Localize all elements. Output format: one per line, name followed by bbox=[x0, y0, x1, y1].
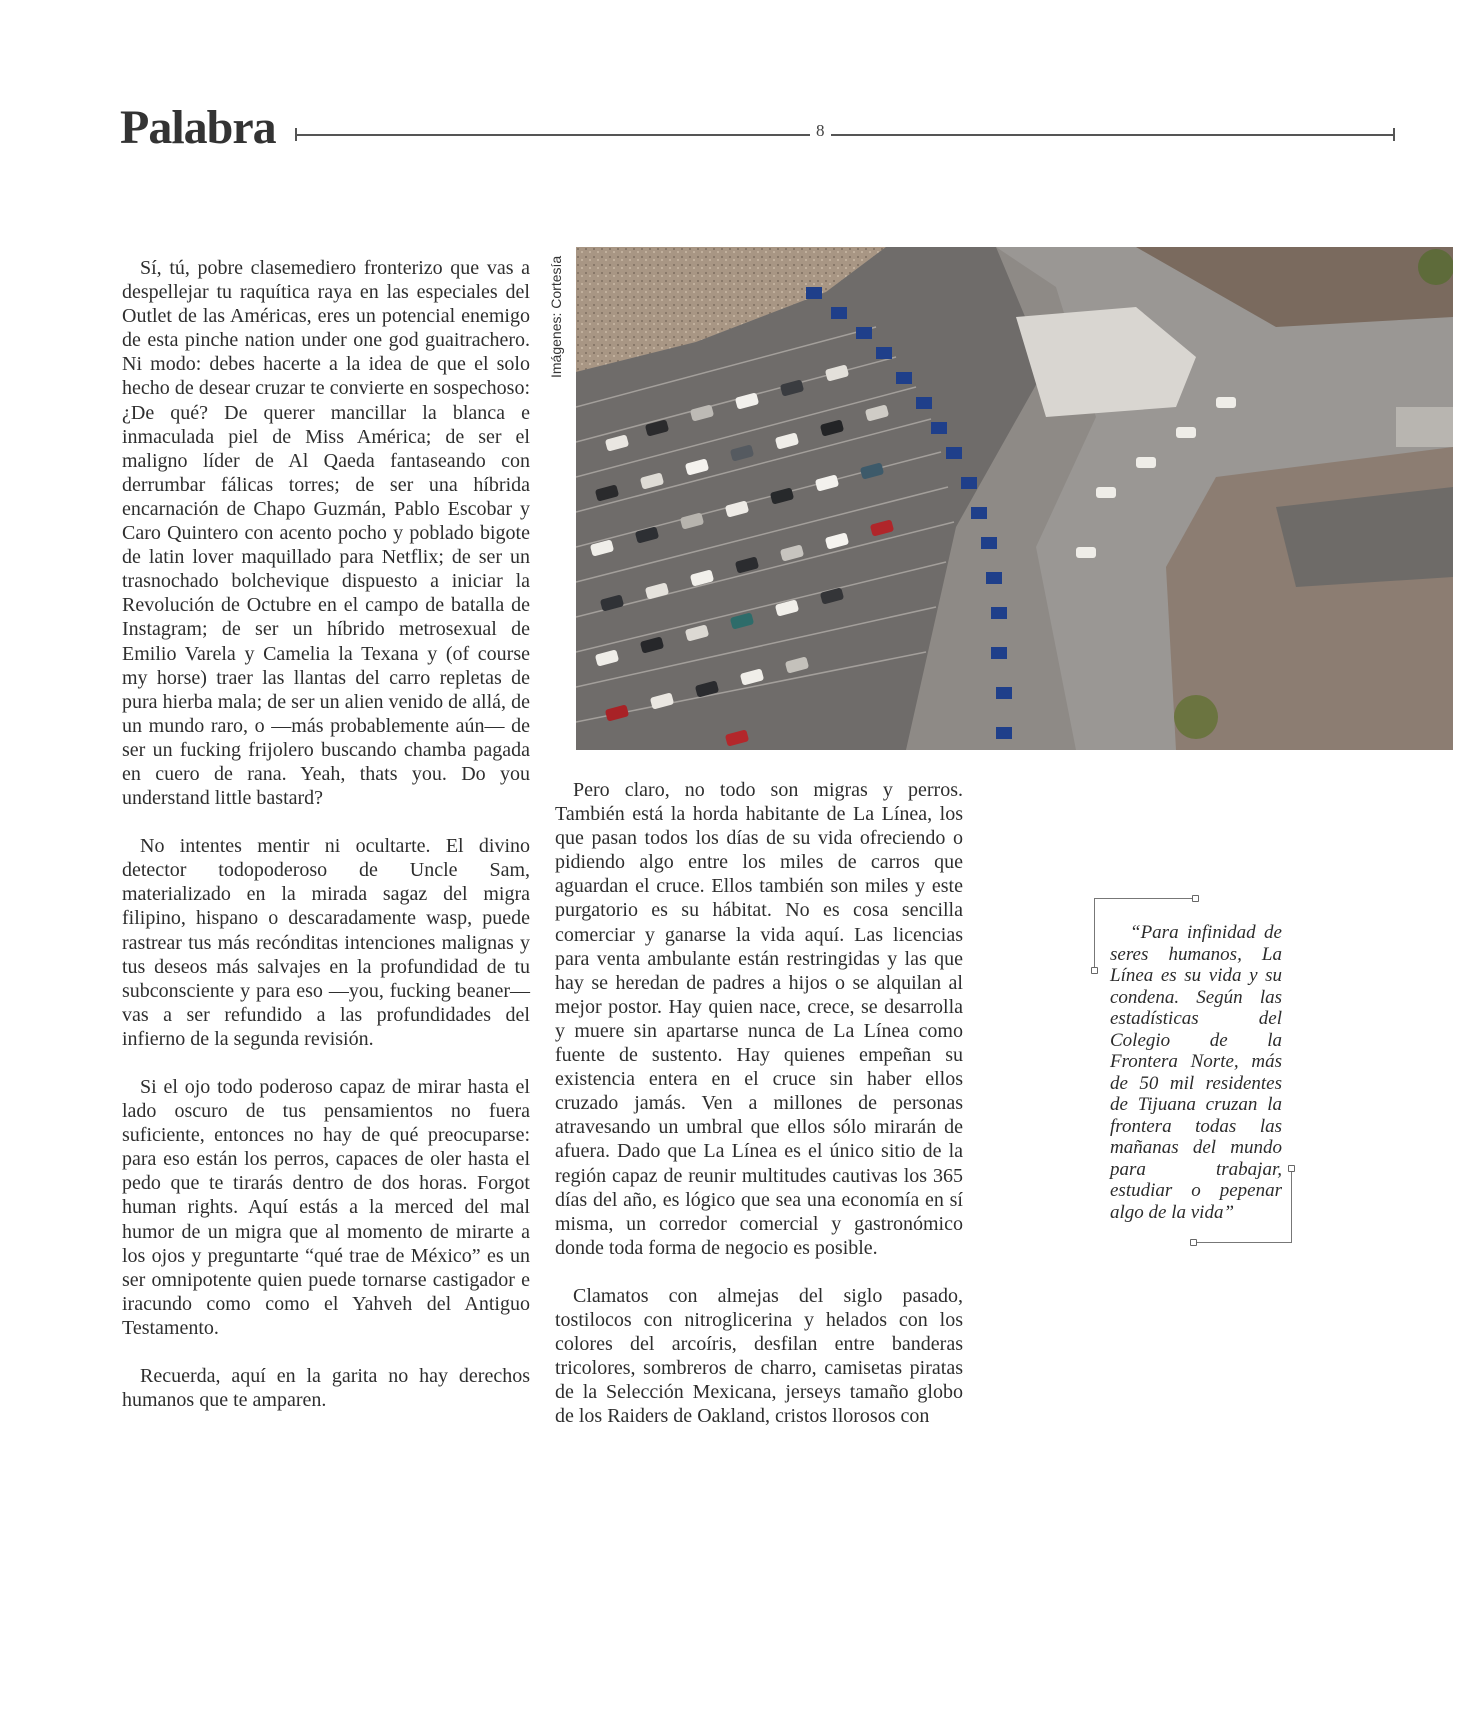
pull-quote: “Para infinidad de seres humanos, La Línea es su vida y su condena. Según las estadísticas del Colegio de la Frontera Norte, más de 50 mil residentes de Tijuana cruzan la frontera todas las mañanas del mundo para trabajar, estudiar o pepenar algo de la vida” bbox=[1110, 922, 1282, 1223]
quote-frame-dot bbox=[1190, 1239, 1197, 1246]
quote-frame-dot bbox=[1091, 967, 1098, 974]
header-rule-right-cap bbox=[1393, 128, 1395, 141]
article-paragraph: Si el ojo todo poderoso capaz de mirar hasta el lado oscuro de tus pensamientos no fuera suficiente, entonces no hay de qué preocuparse: para eso están los perros, capaces de oler hasta el pedo que te tirarás dentro de dos horas. Forgot human rights. Aquí estás a la merced del mal humor de un migra que al momento de mirarte a los ojos y preguntarte “qué trae de México” es un ser omnipotente quien puede tornarse castigador e iracundo como como el Yahveh del Antiguo Testamento. bbox=[122, 1076, 530, 1339]
article-paragraph: Pero claro, no todo son migras y perros. También está la horda habitante de La Línea, los que pasan todos los días de su vida ofreciendo o pidiendo algo entre los miles de carros que aguardan el cruce. Ellos también son miles y este purgatorio es su hábitat. No es cosa sencilla comerciar y ganarse la vida aquí. Las licencias para venta ambulante están restringidas y las que hay se heredan de padres a hijos o se alquilan al mejor postor. Hay quien nace, crece, se desarrolla y muere sin apartarse nunca de La Línea como fuente de sustento. Hay quienes empeñan su existencia entera en el cruce sin haber ellos cruzado jamás. Ven a millones de personas atravesando un umbral que ellos sólo mirarán de afuera. Dado que La Línea es el único sitio de la región capaz de reunir multitudes cautivas los 365 días del año, es lógico que sea una economía en sí misma, un corredor comercial y gastronómico donde toda forma de negocio es posible. bbox=[555, 779, 963, 1259]
quote-frame-dot bbox=[1288, 1165, 1295, 1172]
quote-frame-dot bbox=[1192, 895, 1199, 902]
page-number: 8 bbox=[810, 121, 831, 141]
article-left-column bbox=[122, 256, 530, 1436]
article-paragraph: Sí, tú, pobre clasemediero fronterizo que vas a despellejar tu raquítica raya en las especiales del Outlet de las Américas, eres un potencial enemigo de esta pinche nation under one god guaitrachero. Ni modo: debes hacerte a la idea de que el solo hecho de desear cruzar te convierte en sospechoso: ¿De qué? De querer mancillar la blanca e inmaculada piel de Miss América; de ser el maligno líder de Al Qaeda fantaseando con derrumbar fálicas torres; de ser una híbrida encarnación de Chapo Guzmán, Pablo Escobar y Caro Quintero con acento pocho y poblado bigote de latin lover maquillado para Netflix; de ser un trasnochado bolchevique dispuesto a iniciar la Revolución de Octubre en el campo de batalla de Instagram; de ser un híbrido metrosexual de Emilio Varela y Camelia la Texana y (of course my horse) traer las llantas del carro repletas de pura hierba mala; de ser un alien venido de allá, de un mundo raro, o —más probablemente aún— de ser un fucking frijolero buscando chamba pagada en cuero de rana. Yeah, thats you. Do you understand little bastard? bbox=[122, 257, 530, 810]
quote-frame-top bbox=[1094, 898, 1194, 899]
quote-frame-left bbox=[1094, 898, 1095, 972]
header-rule bbox=[295, 134, 1395, 136]
quote-frame-bottom bbox=[1192, 1242, 1292, 1243]
article-paragraph: No intentes mentir ni ocultarte. El divino detector todopoderoso de Uncle Sam, materializado en la mirada sagaz del migra filipino, hispano o descaradamente wasp, puede rastrear tus más recónditas intenciones malignas y tus deseos más salvajes en la profundidad de tu subconsciente y para eso —you, fucking beaner— vas a ser refundido a las profundidades del infierno de la segunda revisión. bbox=[122, 835, 530, 1050]
border-crossing-photo bbox=[576, 247, 1453, 750]
photo-credit: Imágenes: Cortesía bbox=[548, 255, 564, 378]
article-paragraph: Clamatos con almejas del siglo pasado, tostilocos con nitroglicerina y helados con los colores del arcoíris, desfilan entre banderas tricolores, sombreros de charro, camisetas piratas de la Selección Mexicana, jerseys tamaño globo de los Raiders de Oakland, cristos llorosos con bbox=[555, 1284, 963, 1428]
header-rule-left-cap bbox=[295, 128, 297, 141]
quote-frame-right bbox=[1291, 1168, 1292, 1242]
section-title: Palabra bbox=[120, 101, 276, 154]
article-paragraph: Recuerda, aquí en la garita no hay derechos humanos que te amparen. bbox=[122, 1365, 530, 1412]
article-middle-column bbox=[555, 778, 963, 1452]
